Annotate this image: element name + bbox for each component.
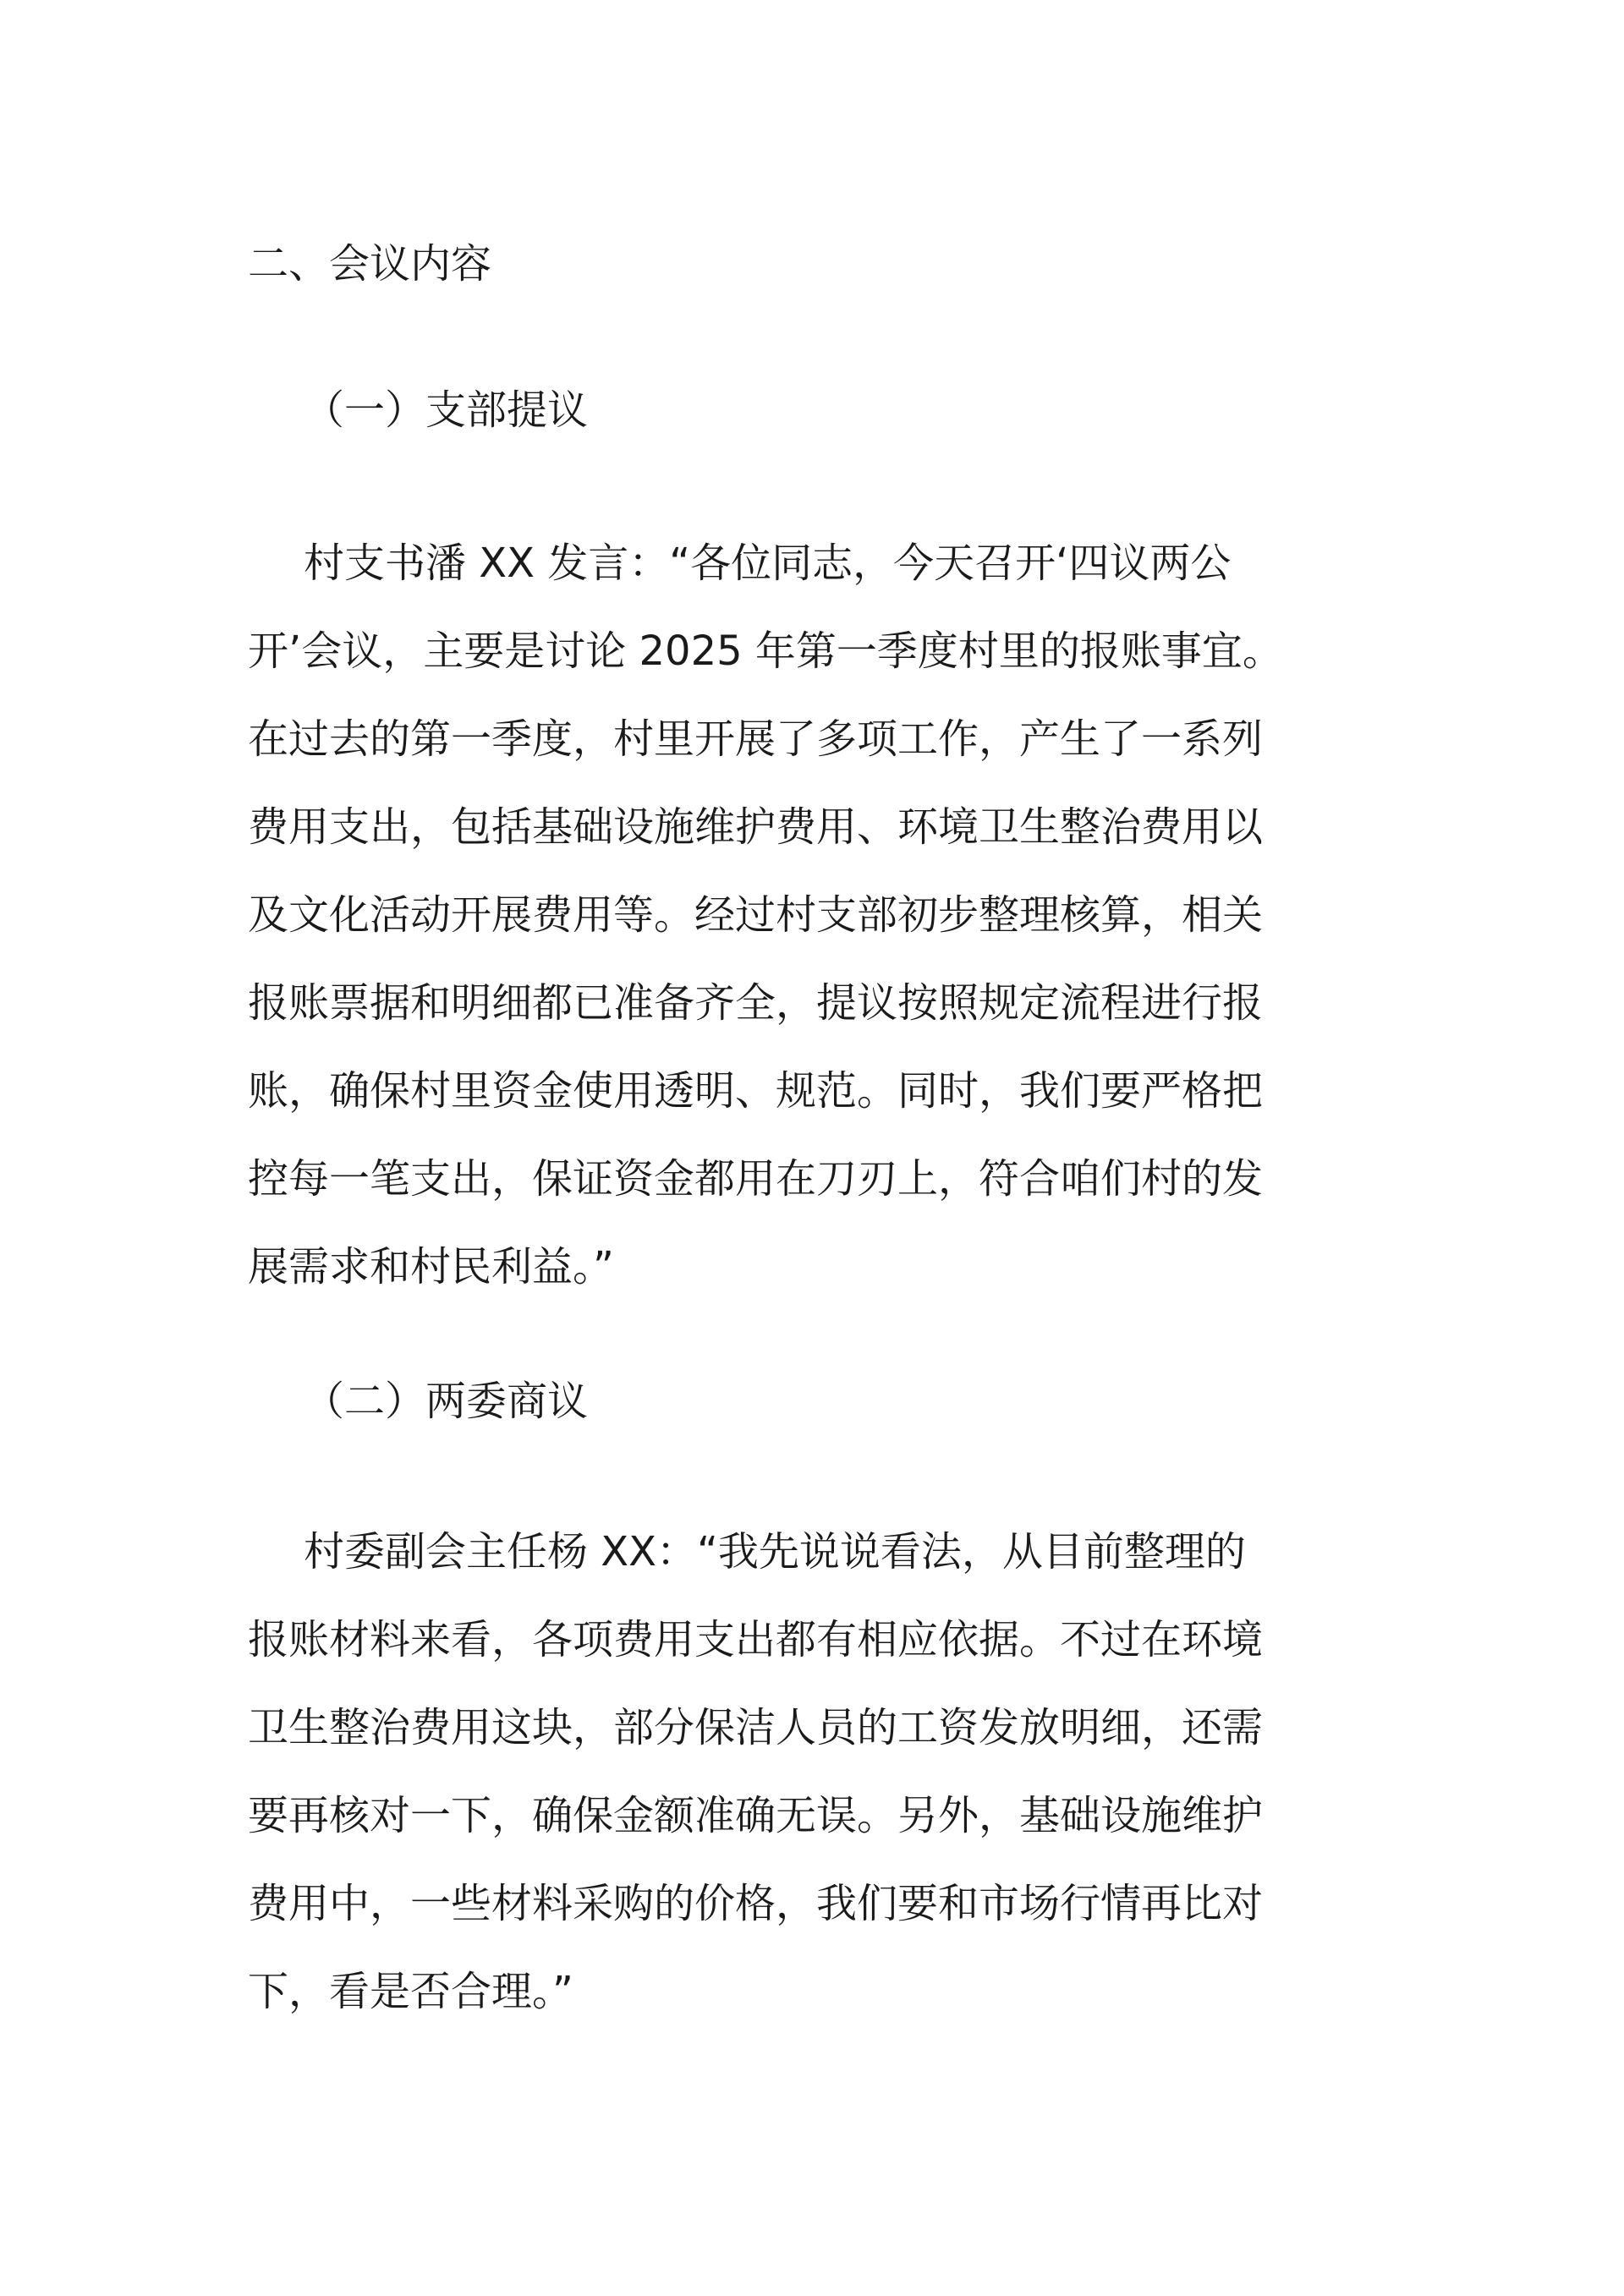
paragraph-line: 费用支出，包括基础设施维护费用、环境卫生整治费用以 — [248, 803, 1264, 851]
paragraph-line: 账，确保村里资金使用透明、规范。同时，我们要严格把 — [248, 1067, 1264, 1115]
paragraph-line: 控每一笔支出，保证资金都用在刀刃上，符合咱们村的发 — [248, 1155, 1264, 1203]
section-title: 二、会议内容 — [248, 240, 492, 288]
paragraph-line: 卫生整治费用这块，部分保洁人员的工资发放明细，还需 — [248, 1704, 1264, 1751]
paragraph-line: 要再核对一下，确保金额准确无误。另外，基础设施维护 — [248, 1792, 1264, 1839]
paragraph-vice-director-speech — [248, 1526, 1398, 2054]
paragraph-line: 展需求和村民利益。” — [248, 1243, 614, 1290]
paragraph-line: 下，看是否合理。” — [248, 1968, 573, 2015]
paragraph-line: 村委副会主任杨 XX：“我先说说看法，从目前整理的 — [304, 1528, 1246, 1575]
subsection-title-committee-discussion: （二）两委商议 — [304, 1378, 589, 1425]
paragraph-line: 报账材料来看，各项费用支出都有相应依据。不过在环境 — [248, 1616, 1264, 1663]
subsection-title-branch-proposal: （一）支部提议 — [304, 386, 589, 434]
paragraph-line: 费用中，一些材料采购的价格，我们要和市场行情再比对 — [248, 1880, 1264, 1927]
paragraph-line: 及文化活动开展费用等。经过村支部初步整理核算，相关 — [248, 891, 1264, 939]
paragraph-branch-secretary-speech — [248, 538, 1398, 1329]
paragraph-line: 开’会议，主要是讨论 2025 年第一季度村里的报账事宜。 — [248, 627, 1283, 675]
paragraph-line: 村支书潘 XX 发言：“各位同志，今天召开‘四议两公 — [304, 540, 1232, 587]
paragraph-line: 在过去的第一季度，村里开展了多项工作，产生了一系列 — [248, 715, 1264, 763]
paragraph-line: 报账票据和明细都已准备齐全，提议按照规定流程进行报 — [248, 979, 1264, 1027]
